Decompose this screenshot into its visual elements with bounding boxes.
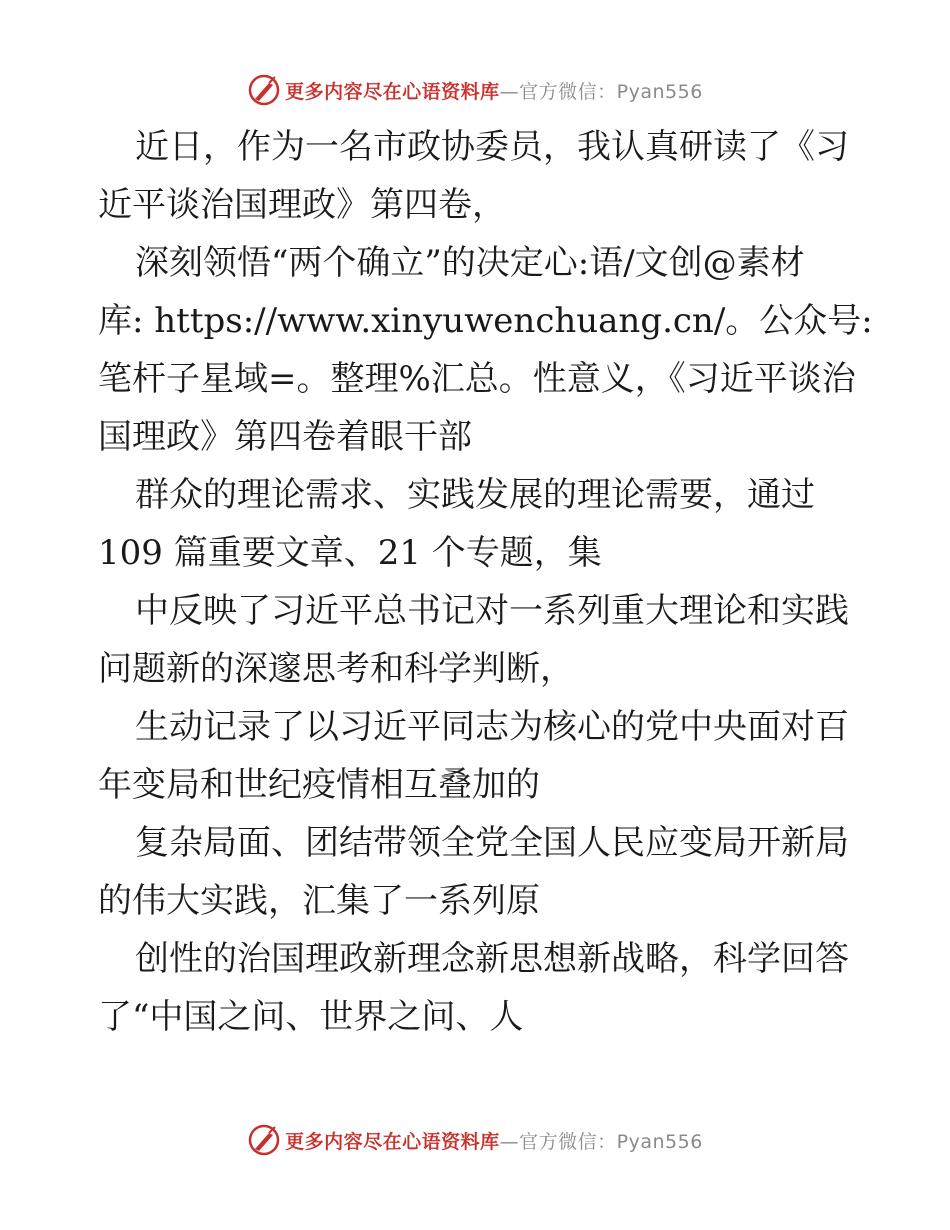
- text-line: 生动记录了以习近平同志为核心的党中央面对百: [135, 707, 849, 747]
- text-line: 国理政》第四卷着眼干部: [98, 417, 472, 457]
- text-line: 近日，作为一名市政协委员，我认真研读了《习: [135, 127, 849, 167]
- paragraph: [98, 930, 858, 1046]
- watermark-brand: 更多内容尽在心语资料库: [285, 80, 500, 103]
- text-line: 群众的理论需求、实践发展的理论需要，通过: [135, 475, 815, 515]
- text-line: 库: https://www.xinyuwenchuang.cn/。公众号:: [98, 301, 873, 341]
- watermark-contact: —官方微信：Pyan556: [499, 1130, 703, 1153]
- text-line: 中反映了习近平总书记对一系列重大理论和实践: [135, 591, 849, 631]
- text-line: 深刻领悟“两个确立”的决定心:语/文创@素材: [135, 243, 805, 283]
- text-line: 的伟大实践，汇集了一系列原: [98, 881, 540, 921]
- quill-logo-icon: [247, 1123, 281, 1157]
- header-watermark: [0, 70, 950, 110]
- watermark-brand: 更多内容尽在心语资料库: [285, 1130, 500, 1153]
- text-line: 创性的治国理政新理念新思想新战略，科学回答: [135, 939, 849, 979]
- paragraph: [98, 466, 858, 582]
- paragraph: [98, 698, 858, 814]
- footer-watermark: [0, 1120, 950, 1160]
- paragraph: [98, 118, 858, 234]
- watermark-contact: —官方微信：Pyan556: [499, 80, 703, 103]
- paragraph: [98, 234, 873, 466]
- quill-logo-icon: [247, 73, 281, 107]
- paragraph: [98, 582, 858, 698]
- text-line: 复杂局面、团结带领全党全国人民应变局开新局: [135, 823, 849, 863]
- text-line: 问题新的深邃思考和科学判断，: [98, 649, 574, 689]
- text-line: 笔杆子星域=。整理%汇总。性意义，《习近平谈治: [98, 359, 856, 399]
- text-line: 近平谈治国理政》第四卷，: [98, 185, 506, 225]
- text-line: 了“中国之问、世界之问、人: [98, 997, 524, 1037]
- paragraph: [98, 814, 858, 930]
- text-line: 109 篇重要文章、21 个专题，集: [98, 533, 602, 573]
- text-line: 年变局和世纪疫情相互叠加的: [98, 765, 540, 805]
- document-body: [98, 118, 873, 1046]
